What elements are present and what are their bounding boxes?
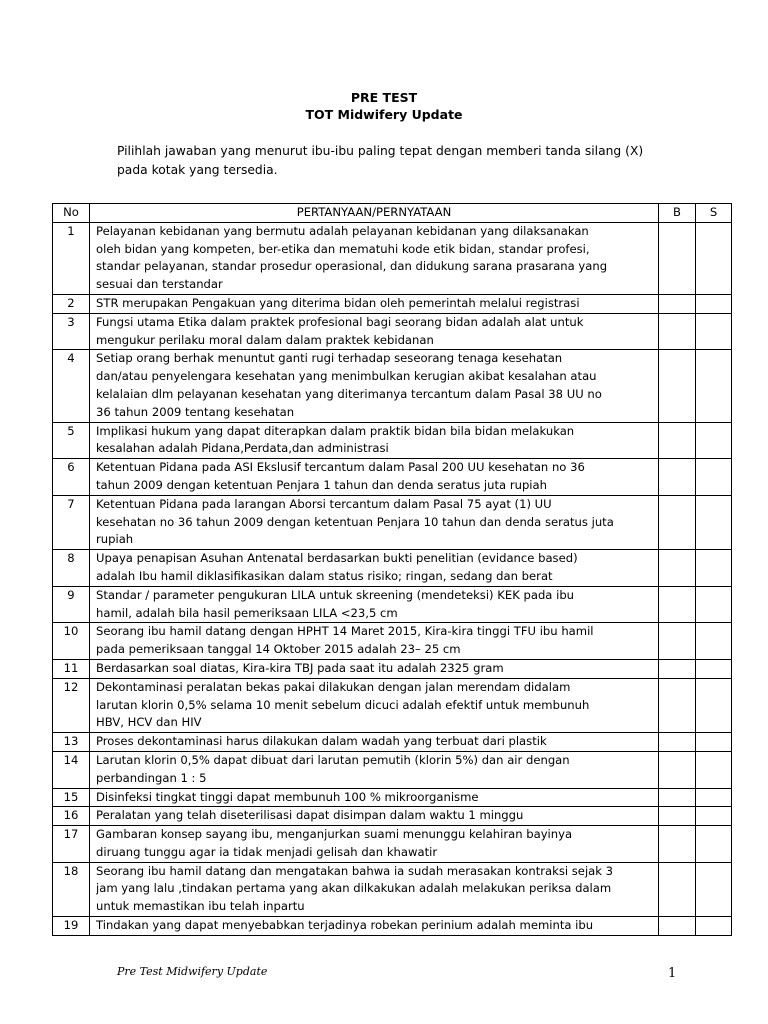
answer-box-s[interactable] xyxy=(696,550,732,587)
row-number: 1 xyxy=(53,222,90,294)
page-subtitle: TOT Midwifery Update xyxy=(305,107,463,122)
row-number: 11 xyxy=(53,659,90,678)
column-header-question: PERTANYAAN/PERNYATAAN xyxy=(90,204,659,223)
answer-box-b[interactable] xyxy=(659,422,696,459)
question-line: STR merupakan Pengakuan yang diterima bidan oleh pemerintah melalui registrasi xyxy=(96,295,580,310)
answer-box-s[interactable] xyxy=(696,459,732,496)
table-row xyxy=(53,788,732,807)
answer-box-s[interactable] xyxy=(696,623,732,660)
question-line: Fungsi utama Etika dalam praktek profesional bagi seorang bidan adalah alat untuk xyxy=(96,314,584,329)
footer-title: Pre Test Midwifery Update xyxy=(117,965,268,978)
answer-box-b[interactable] xyxy=(659,495,696,549)
question-line: pada pemeriksaan tanggal 14 Oktober 2015 adalah 23– 25 cm xyxy=(96,642,461,657)
question-line: perbandingan 1 : 5 xyxy=(96,770,207,785)
row-number: 15 xyxy=(53,788,90,807)
answer-box-s[interactable] xyxy=(696,826,732,863)
question-text xyxy=(90,826,659,863)
answer-box-s[interactable] xyxy=(696,807,732,826)
question-text xyxy=(90,459,659,496)
question-line: Standar / parameter pengukuran LILA untuk skreening (mendeteksi) KEK pada ibu xyxy=(96,587,575,602)
question-line: Peralatan yang telah diseterilisasi dapat disimpan dalam waktu 1 minggu xyxy=(96,808,524,823)
question-line: larutan klorin 0,5% selama 10 menit sebelum dicuci adalah efektif untuk membunuh xyxy=(96,697,590,712)
answer-box-s[interactable] xyxy=(696,422,732,459)
question-text xyxy=(90,586,659,623)
row-number: 17 xyxy=(53,826,90,863)
question-text xyxy=(90,862,659,916)
table-row xyxy=(53,422,732,459)
question-line: Gambaran konsep sayang ibu, menganjurkan suami menunggu kelahiran bayinya xyxy=(96,827,573,842)
column-header-b: B xyxy=(659,204,696,223)
answer-box-b[interactable] xyxy=(659,807,696,826)
question-line: Upaya penapisan Asuhan Antenatal berdasarkan bukti penelitian (evidance based) xyxy=(96,551,578,566)
table-row xyxy=(53,550,732,587)
answer-box-s[interactable] xyxy=(696,862,732,916)
answer-box-b[interactable] xyxy=(659,751,696,788)
question-text xyxy=(90,623,659,660)
question-text xyxy=(90,659,659,678)
table-row xyxy=(53,917,732,936)
row-number: 2 xyxy=(53,294,90,313)
question-line: Seorang ibu hamil datang dan mengatakan bahwa ia sudah merasakan kontraksi sejak 3 xyxy=(96,863,614,878)
answer-box-s[interactable] xyxy=(696,350,732,422)
answer-box-b[interactable] xyxy=(659,659,696,678)
table-row xyxy=(53,807,732,826)
question-line: standar pelayanan, standar prosedur operasional, dan didukung sarana prasarana yang xyxy=(96,259,608,274)
answer-box-b[interactable] xyxy=(659,826,696,863)
answer-box-b[interactable] xyxy=(659,294,696,313)
question-line: Seorang ibu hamil datang dengan HPHT 14 Maret 2015, Kira-kira tinggi TFU ibu hamil xyxy=(96,624,594,639)
table-row xyxy=(53,751,732,788)
question-table xyxy=(52,203,732,936)
answer-box-s[interactable] xyxy=(696,788,732,807)
row-number: 19 xyxy=(53,917,90,936)
row-number: 5 xyxy=(53,422,90,459)
question-line: Berdasarkan soal diatas, Kira-kira TBJ pada saat itu adalah 2325 gram xyxy=(96,660,504,675)
question-line: 36 tahun 2009 tentang kesehatan xyxy=(96,404,295,419)
question-text xyxy=(90,807,659,826)
table-row xyxy=(53,678,732,732)
question-line: Ketentuan Pidana pada ASI Ekslusif tercantum dalam Pasal 200 UU kesehatan no 36 xyxy=(96,460,585,475)
question-line: hamil, adalah bila hasil pemeriksaan LILA <23,5 cm xyxy=(96,605,398,620)
question-line: Tindakan yang dapat menyebabkan terjadinya robekan perinium adalah meminta ibu xyxy=(96,918,594,933)
answer-box-b[interactable] xyxy=(659,862,696,916)
answer-box-b[interactable] xyxy=(659,222,696,294)
answer-box-s[interactable] xyxy=(696,222,732,294)
question-line: Disinfeksi tingkat tinggi dapat membunuh 100 % mikroorganisme xyxy=(96,789,479,804)
table-row xyxy=(53,222,732,294)
answer-box-s[interactable] xyxy=(696,294,732,313)
question-text xyxy=(90,495,659,549)
answer-box-b[interactable] xyxy=(659,917,696,936)
table-row xyxy=(53,862,732,916)
question-line: Setiap orang berhak menuntut ganti rugi terhadap seseorang tenaga kesehatan xyxy=(96,351,563,366)
question-line: sesuai dan terstandar xyxy=(96,277,223,292)
page-title: PRE TEST xyxy=(350,90,418,105)
question-line: Ketentuan Pidana pada larangan Aborsi tercantum dalam Pasal 75 ayat (1) UU xyxy=(96,496,552,511)
answer-box-b[interactable] xyxy=(659,788,696,807)
question-text xyxy=(90,294,659,313)
question-line: adalah Ibu hamil diklasifikasikan dalam status risiko; ringan, sedang dan berat xyxy=(96,568,553,583)
row-number: 4 xyxy=(53,350,90,422)
table-row xyxy=(53,313,732,350)
question-line: rupiah xyxy=(96,532,134,547)
table-row xyxy=(53,350,732,422)
question-text xyxy=(90,313,659,350)
question-line: oleh bidan yang kompeten, ber-etika dan mematuhi kode etik bidan, standar profesi, xyxy=(96,241,590,256)
answer-box-s[interactable] xyxy=(696,678,732,732)
question-text xyxy=(90,222,659,294)
question-line: kesehatan no 36 tahun 2009 dengan ketentuan Penjara 10 tahun dan denda seratus juta xyxy=(96,514,614,529)
row-number: 12 xyxy=(53,678,90,732)
question-text xyxy=(90,788,659,807)
question-line: diruang tunggu agar ia tidak menjadi gelisah dan khawatir xyxy=(96,844,438,859)
answer-box-b[interactable] xyxy=(659,733,696,752)
row-number: 9 xyxy=(53,586,90,623)
table-row xyxy=(53,826,732,863)
table-row xyxy=(53,495,732,549)
row-number: 7 xyxy=(53,495,90,549)
answer-box-s[interactable] xyxy=(696,751,732,788)
question-text xyxy=(90,550,659,587)
question-line: Dekontaminasi peralatan bekas pakai dilakukan dengan jalan merendam didalam xyxy=(96,679,571,694)
instruction-line: Pilihlah jawaban yang menurut ibu-ibu paling tepat dengan memberi tanda silang (X) xyxy=(117,144,644,158)
row-number: 10 xyxy=(53,623,90,660)
answer-box-s[interactable] xyxy=(696,917,732,936)
row-number: 18 xyxy=(53,862,90,916)
question-line: Proses dekontaminasi harus dilakukan dalam wadah yang terbuat dari plastik xyxy=(96,734,547,749)
answer-box-b[interactable] xyxy=(659,459,696,496)
table-header-row xyxy=(53,204,732,223)
table-row xyxy=(53,294,732,313)
row-number: 13 xyxy=(53,733,90,752)
question-line: untuk memastikan ibu telah inpartu xyxy=(96,899,305,914)
question-line: kesalahan adalah Pidana,Perdata,dan administrasi xyxy=(96,441,389,456)
answer-box-s[interactable] xyxy=(696,495,732,549)
question-text xyxy=(90,350,659,422)
answer-box-s[interactable] xyxy=(696,733,732,752)
question-line: tahun 2009 dengan ketentuan Penjara 1 tahun dan denda seratus juta rupiah xyxy=(96,477,547,492)
question-line: jam yang lalu ,tindakan pertama yang akan dilkakukan adalah melakukan periksa dalam xyxy=(96,881,612,896)
answer-box-b[interactable] xyxy=(659,586,696,623)
question-line: kelalaian dlm pelayanan kesehatan yang diterimanya tercantum dalam Pasal 38 UU no xyxy=(96,386,602,401)
row-number: 8 xyxy=(53,550,90,587)
table-row xyxy=(53,459,732,496)
answer-box-s[interactable] xyxy=(696,313,732,350)
question-text xyxy=(90,751,659,788)
question-line: Pelayanan kebidanan yang bermutu adalah pelayanan kebidanan yang dilaksanakan xyxy=(96,223,589,238)
table-row xyxy=(53,623,732,660)
question-line: dan/atau penyelengara kesehatan yang menimbulkan kerugian akibat kesalahan atau xyxy=(96,369,597,384)
answer-box-b[interactable] xyxy=(659,623,696,660)
answer-box-b[interactable] xyxy=(659,313,696,350)
answer-box-b[interactable] xyxy=(659,550,696,587)
question-line: mengukur perilaku moral dalam dalam praktek kebidanan xyxy=(96,332,434,347)
answer-box-s[interactable] xyxy=(696,659,732,678)
question-line: Implikasi hukum yang dapat diterapkan dalam praktik bidan bila bidan melakukan xyxy=(96,423,575,438)
question-line: HBV, HCV dan HIV xyxy=(96,715,202,730)
question-text xyxy=(90,733,659,752)
question-text xyxy=(90,422,659,459)
column-header-s: S xyxy=(696,204,732,223)
answer-box-s[interactable] xyxy=(696,586,732,623)
table-row xyxy=(53,586,732,623)
instruction-line: pada kotak yang tersedia. xyxy=(117,163,278,177)
row-number: 16 xyxy=(53,807,90,826)
question-text xyxy=(90,678,659,732)
page-number: 1 xyxy=(668,966,677,981)
question-line: Larutan klorin 0,5% dapat dibuat dari larutan pemutih (klorin 5%) dan air dengan xyxy=(96,752,570,767)
table-row xyxy=(53,733,732,752)
column-header-no: No xyxy=(53,204,90,223)
row-number: 14 xyxy=(53,751,90,788)
table-body xyxy=(53,222,732,935)
question-text xyxy=(90,917,659,936)
table-row xyxy=(53,659,732,678)
answer-box-b[interactable] xyxy=(659,678,696,732)
row-number: 6 xyxy=(53,459,90,496)
instructions xyxy=(117,142,677,180)
row-number: 3 xyxy=(53,313,90,350)
answer-box-b[interactable] xyxy=(659,350,696,422)
